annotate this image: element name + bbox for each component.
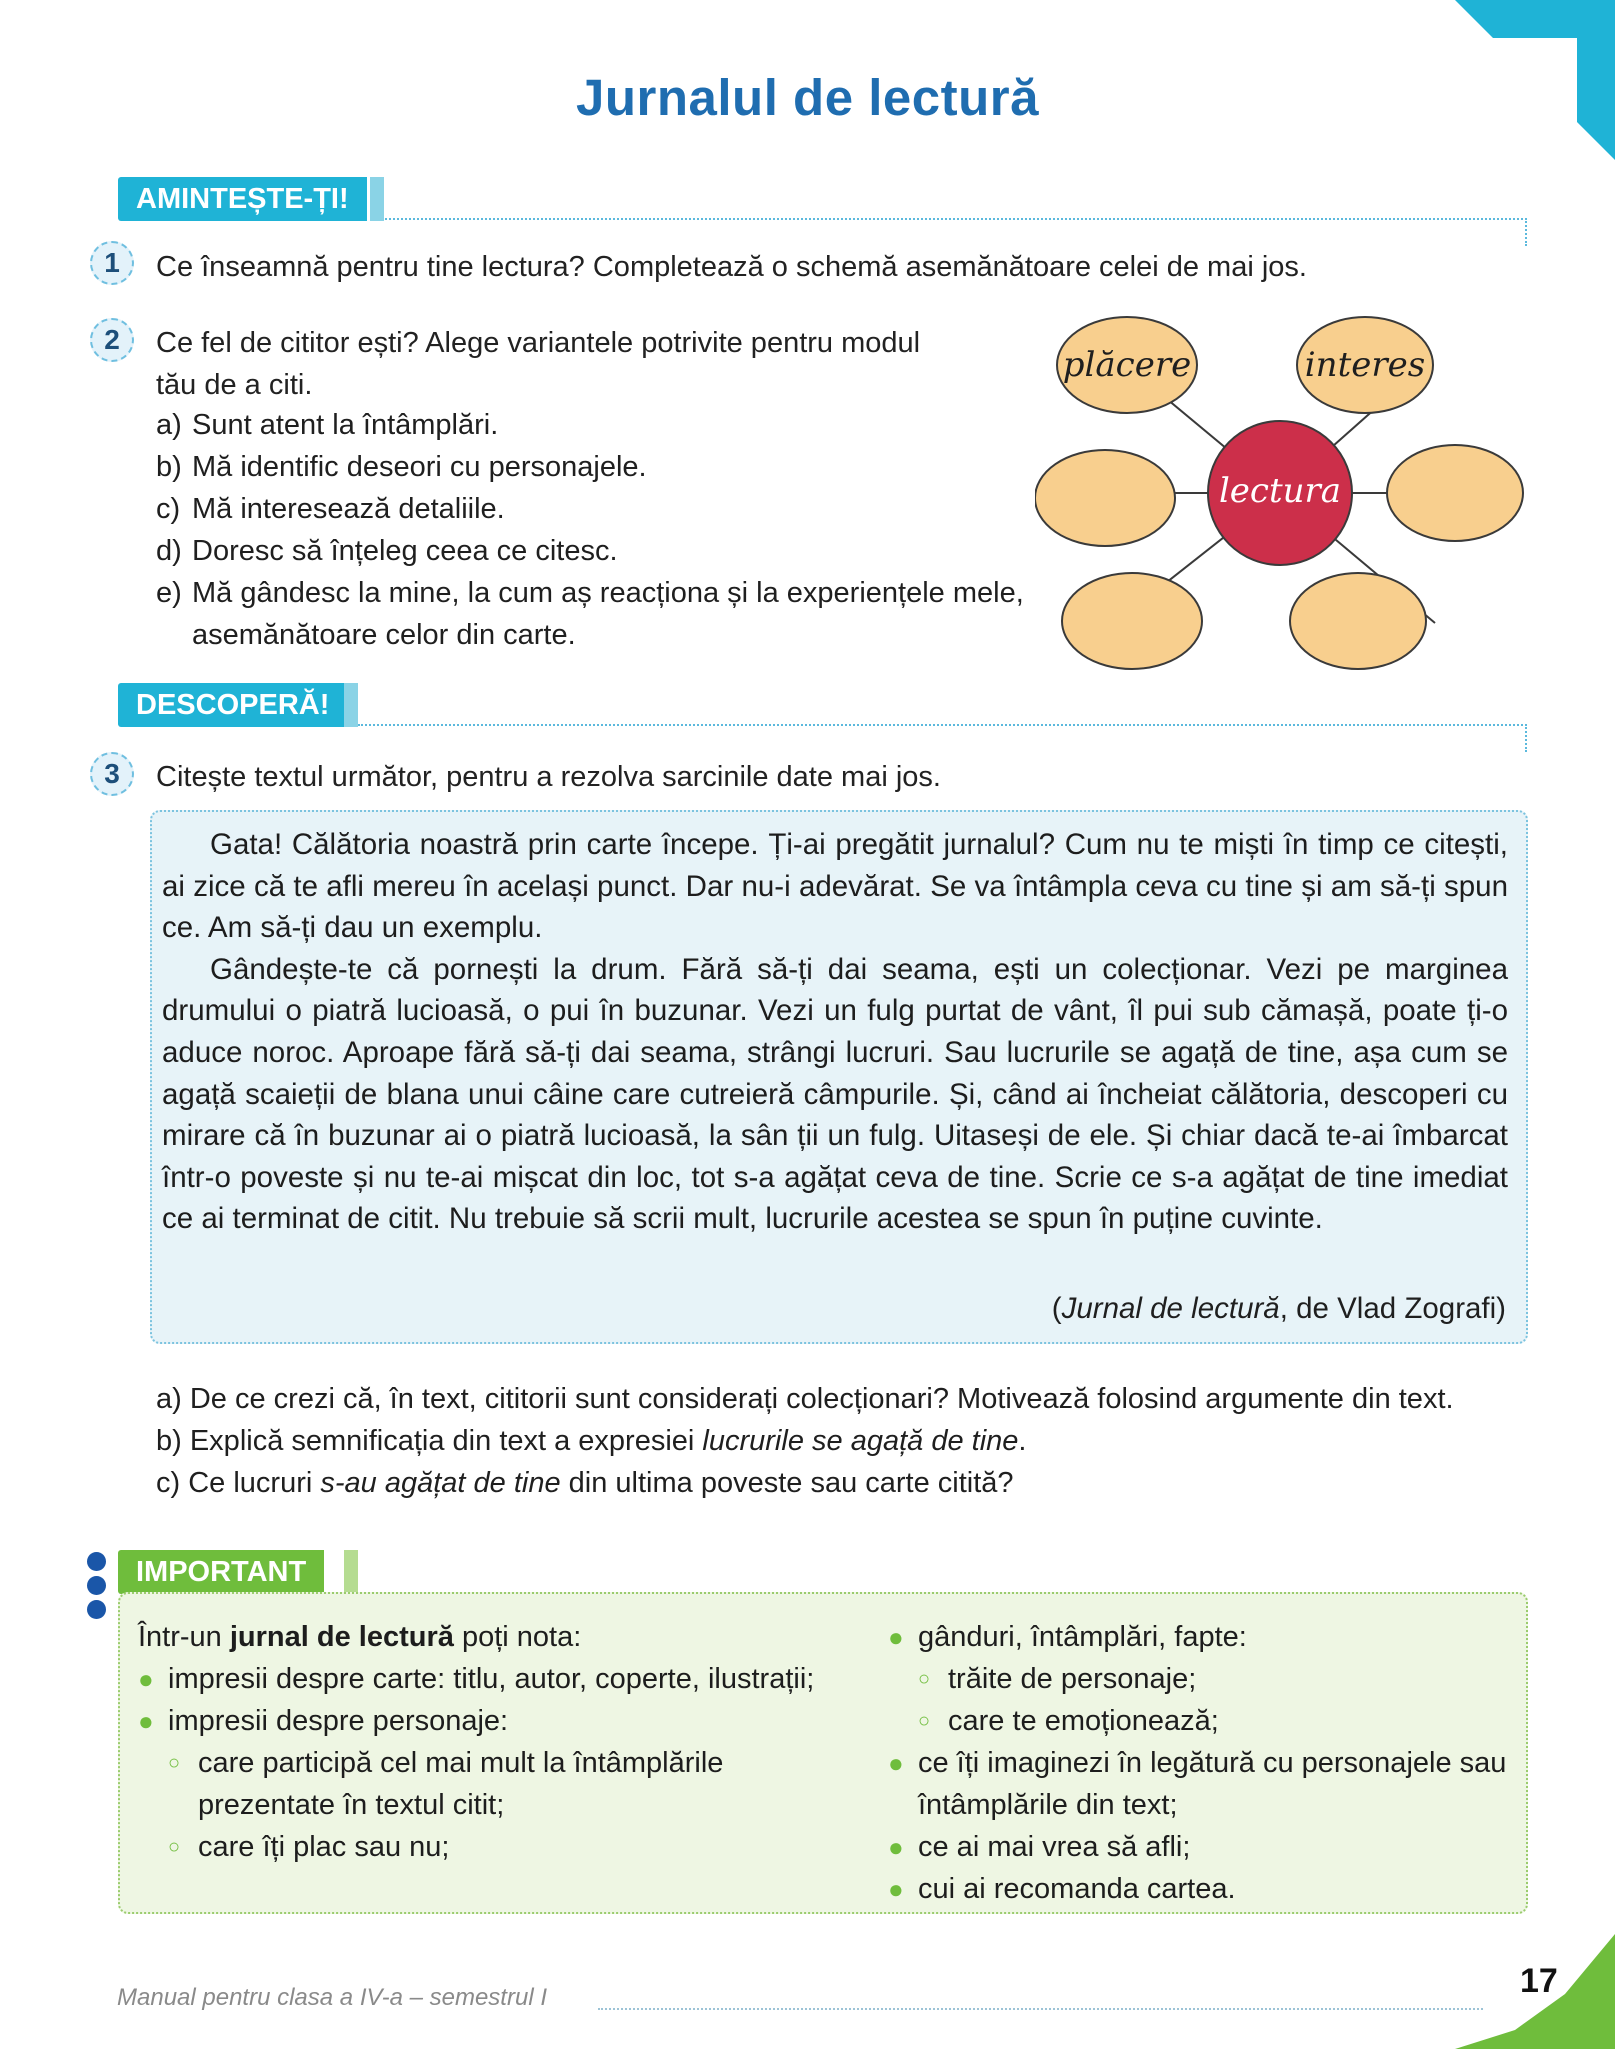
section-divider [385,218,1527,246]
section-tag-label: IMPORTANT [118,1550,324,1594]
list-item: ● gânduri, întâmplări, fapte: [888,1621,1247,1653]
sub-list-item: ○ trăite de personaje; [918,1663,1197,1695]
reading-paragraph-1: Gata! Călătoria noastră prin carte începe. Ți-ai pregătit jurnalul? Cum nu te miști în timp ce citești, ai zice că te afli mereu în același punct. Dar nu-i adevărat. Se va întâmpla ceva cu tine și am să-ți spun ce. Am să-ți dau un exemplu. [162,828,1508,945]
important-right-column [888,1616,1518,1910]
question-2-options [156,404,1036,656]
option-e[interactable]: e) Mă gândesc la mine, la cum aș reacționa și la experiențele mele, asemănătoare celor din carte. [156,577,1024,651]
page-number: 17 [1520,1962,1558,2000]
option-c[interactable]: c) Mă interesează detaliile. [156,493,505,525]
list-item: ● impresii despre carte: titlu, autor, coperte, ilustrații; [138,1663,815,1695]
option-d[interactable]: d) Doresc să înțeleg ceea ce citesc. [156,535,618,567]
important-dots-icon [87,1552,107,1624]
sub-list-item: ○ care te emoționează; [918,1705,1219,1737]
list-item: ● cui ai recomanda cartea. [888,1873,1236,1905]
question-number-2: 2 [90,318,134,362]
diagram-petal-left [1035,450,1175,546]
sub-list-item: ○ care participă cel mai mult la întâmplările prezentate în textul citit; [168,1747,724,1821]
diagram-petal-right [1387,445,1523,541]
question-2-text: Ce fel de cititor ești? Alege variantele potrivite pentru modul tău de a citi. [156,327,921,401]
important-box [118,1592,1528,1914]
reading-text-box [150,810,1528,1344]
question-3-tasks [156,1378,1536,1504]
section-tag-label: AMINTEȘTE-ȚI! [118,177,367,221]
important-intro: Într-un jurnal de lectură poți nota: [138,1621,582,1653]
diagram-center-label: lectura [1218,471,1342,511]
important-left-column [138,1616,828,1868]
task-a: a) De ce crezi că, în text, cititorii sunt considerați colecționari? Motivează folosind argumente din text. [156,1383,1454,1415]
page-title: Jurnalul de lectură [576,69,1039,126]
question-3-text: Citește textul următor, pentru a rezolva sarcinile date mai jos. [156,761,941,793]
reading-source: (Jurnal de lectură, de Vlad Zografi) [1051,1292,1506,1325]
diagram-petal-bottom-right [1290,573,1426,669]
list-item: ● ce îți imaginezi în legătură cu personajele sau întâmplările din text; [888,1747,1507,1821]
lectura-diagram [1035,305,1525,685]
diagram-label-top-left: plăcere [1062,345,1192,385]
diagram-petal-bottom-left [1062,573,1202,669]
list-item: ● impresii despre personaje: [138,1705,509,1737]
question-number-3: 3 [90,752,134,796]
task-c: c) Ce lucruri s-au agățat de tine din ultima poveste sau carte citită? [156,1467,1014,1499]
footer-divider [598,2008,1483,2010]
reading-paragraph-2: Gândește-te că pornești la drum. Fără să-ți dai seama, ești un colecționar. Vezi pe marginea drumului o piatră lucioasă, o pui în buzunar. Vezi un fulg purtat de vânt, îl pui sub cămașă, poate ți-o aduce noroc. Aproape fără să-ți dai seama, strângi lucruri. Sau lucrurile se agață de tine, așa cum se agață scaieții de blana unui câine care cutreieră câmpurile. Și, când ai încheiat călătoria, descoperi cu mirare că în buzunar ai o piatră lucioasă, la sân ții un fulg. Uitaseși de ele. Și chiar dacă te-ai îmbarcat într-o poveste și nu te-ai mișcat din loc, tot s-a agățat ceva de tine. Scrie ce s-a agățat de tine imediat ce ai terminat de citit. Nu trebuie să scrii mult, lucrurile acestea se spun în puține cuvinte. [162,952,1508,1236]
question-1-text: Ce înseamnă pentru tine lectura? Completează o schemă asemănătoare celei de mai jos. [156,251,1307,283]
list-item: ● ce ai mai vrea să afli; [888,1831,1191,1863]
diagram-label-top-right: interes [1304,345,1426,385]
section-divider [358,724,1527,752]
footer-text: Manual pentru clasa a IV-a – semestrul I [117,1984,547,2011]
section-tag-label: DESCOPERĂ! [118,683,347,727]
question-number-1: 1 [90,241,134,285]
option-a[interactable]: a) Sunt atent la întâmplări. [156,409,499,441]
task-b: b) Explică semnificația din text a expresiei lucrurile se agață de tine. [156,1425,1027,1457]
sub-list-item: ○ care îți plac sau nu; [168,1831,450,1863]
option-b[interactable]: b) Mă identific deseori cu personajele. [156,451,647,483]
